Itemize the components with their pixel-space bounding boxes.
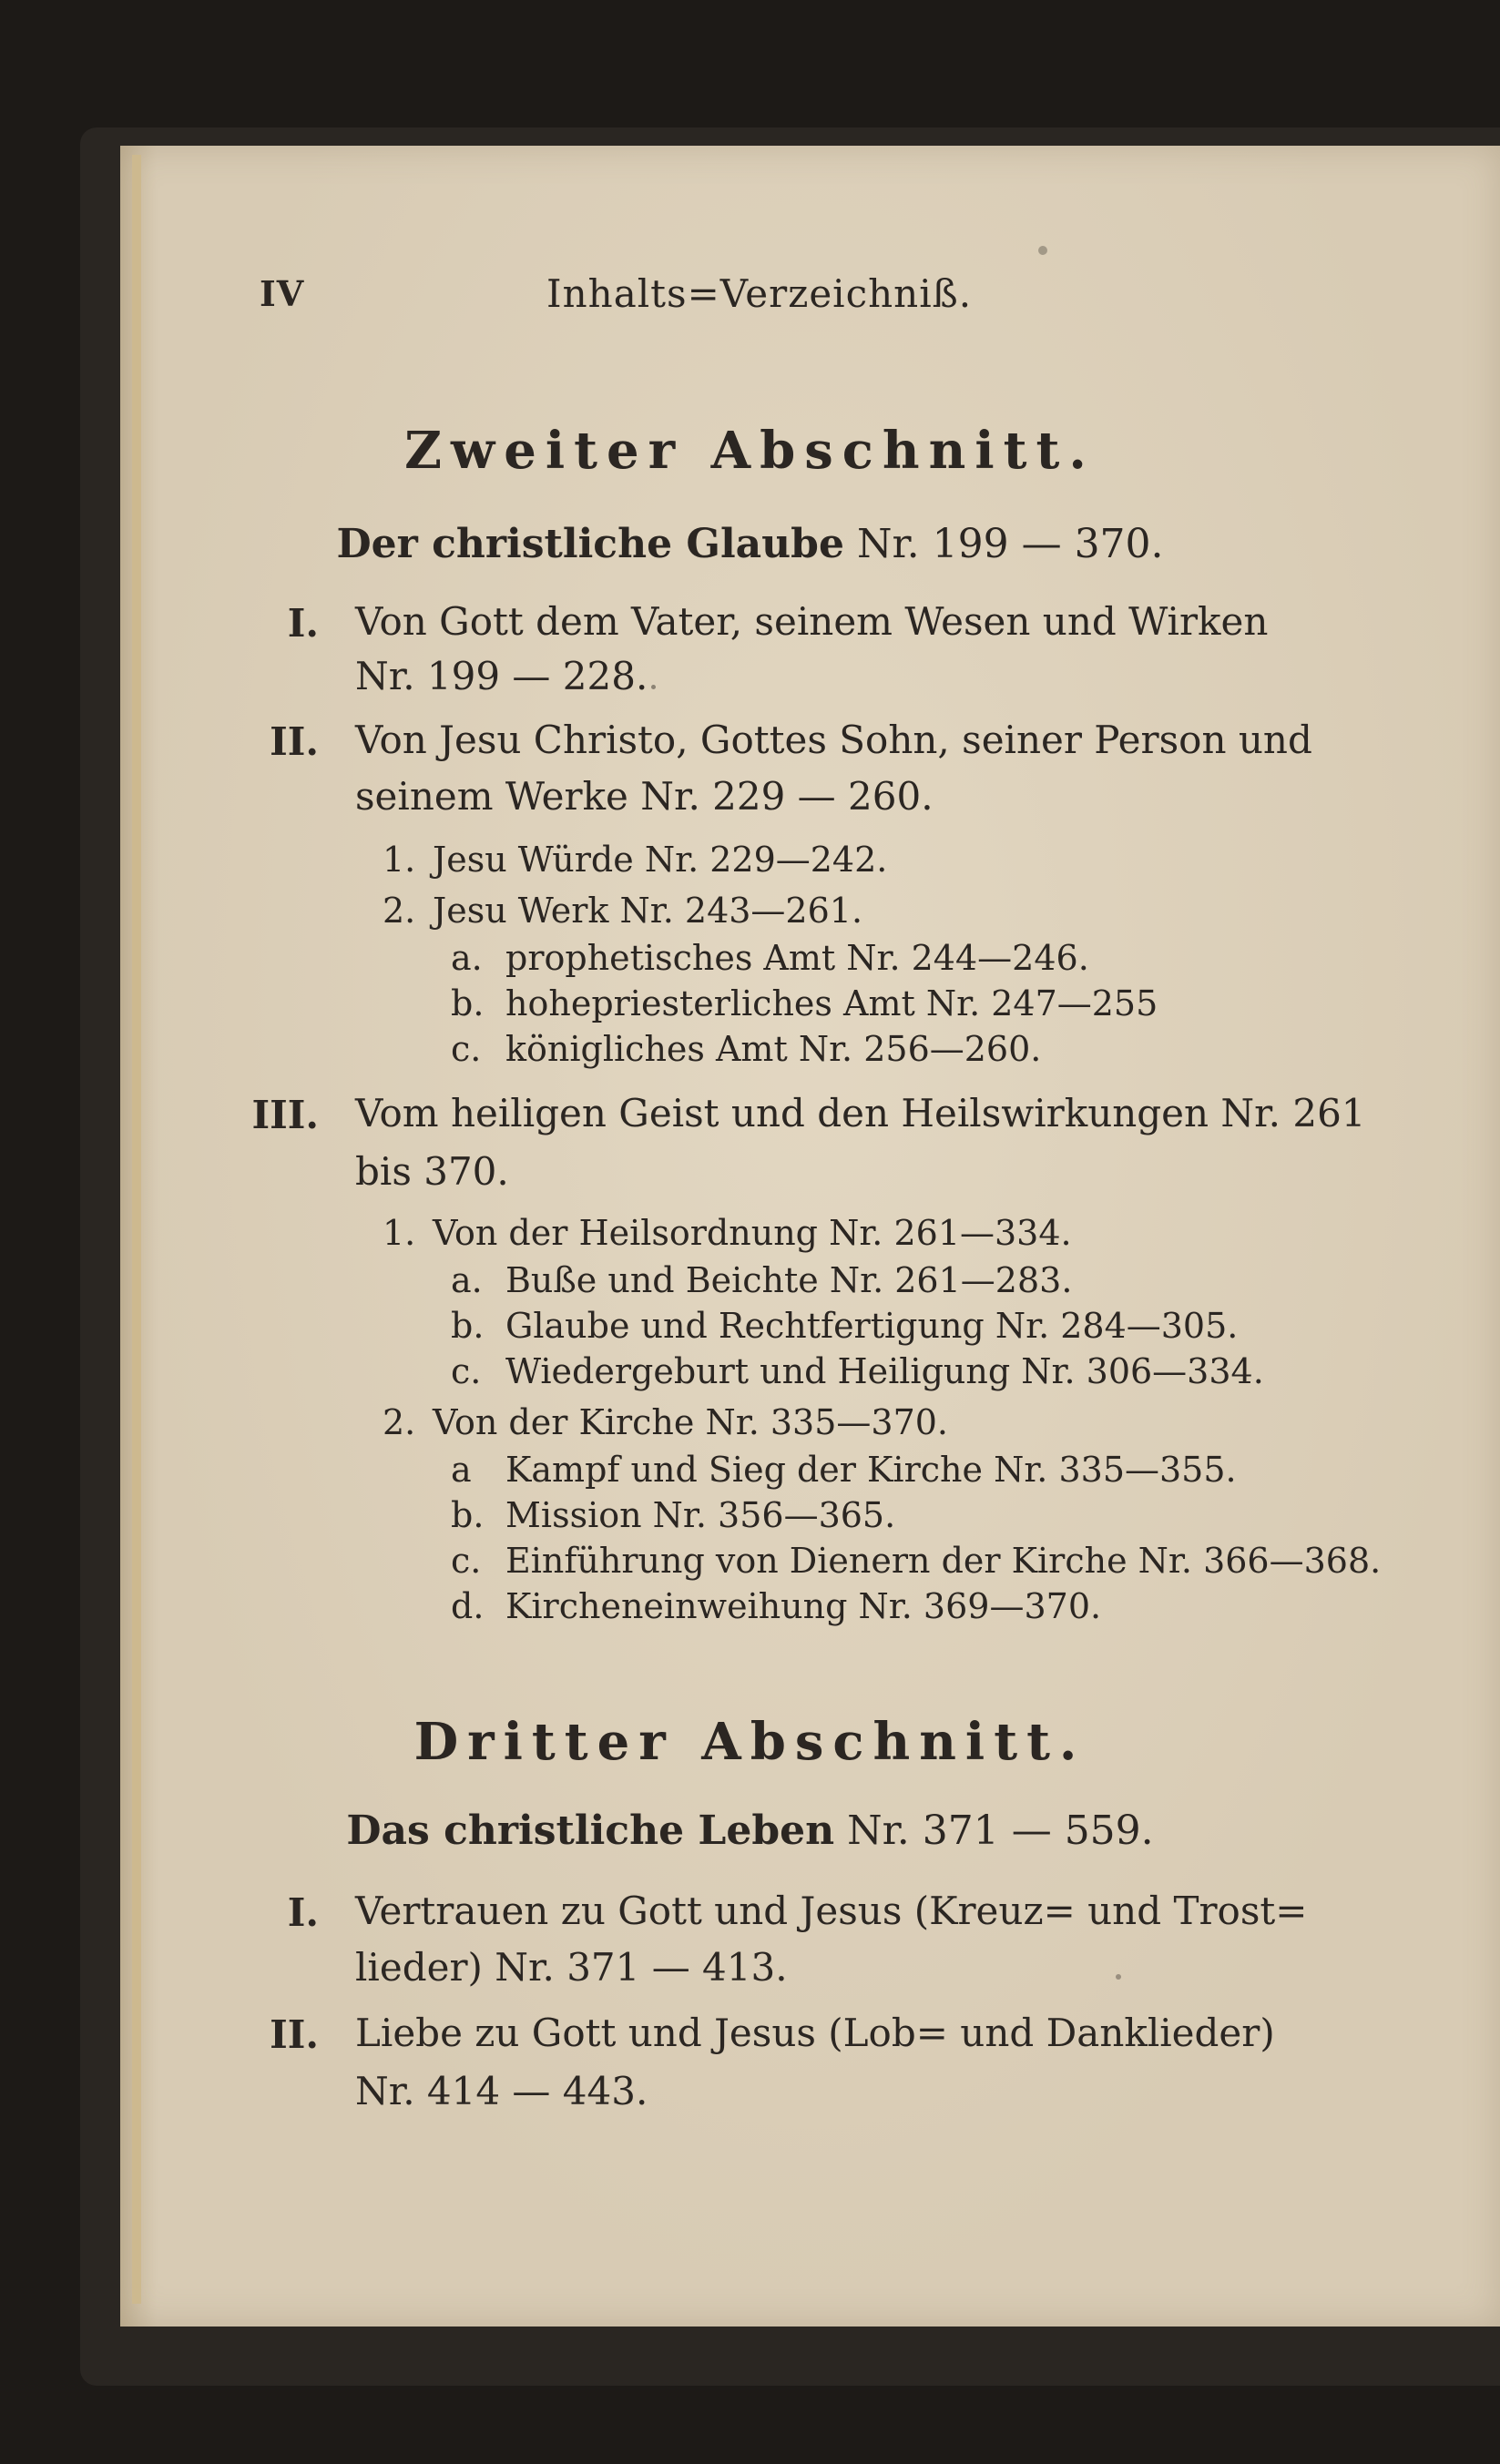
section-subtitle-bold: Das christliche Leben xyxy=(346,1807,835,1854)
part-line: Vom heiligen Geist und den Heilswirkungen Nr. 261 xyxy=(355,1091,1366,1135)
item-number: 1. xyxy=(383,840,416,880)
item-number: 2. xyxy=(383,891,416,931)
subitem-letter: b. xyxy=(451,1306,485,1346)
subitem-text: Kampf und Sieg der Kirche Nr. 335—355. xyxy=(505,1450,1237,1490)
subitem-text: Glaube und Rechtfertigung Nr. 284—305. xyxy=(505,1306,1239,1346)
subitem-text: Kircheneinweihung Nr. 369—370. xyxy=(505,1586,1102,1626)
subitem-text: Einführung von Dienern der Kirche Nr. 366—368. xyxy=(505,1541,1382,1581)
part-line: seinem Werke Nr. 229 — 260. xyxy=(355,774,934,819)
part-roman: II. xyxy=(270,719,319,764)
item-text: Jesu Würde Nr. 229—242. xyxy=(433,840,888,880)
subitem-letter: a xyxy=(451,1450,472,1490)
item-text: Jesu Werk Nr. 243—261. xyxy=(433,891,863,931)
subitem-letter: c. xyxy=(451,1541,482,1581)
paper-speck xyxy=(1116,1974,1121,1980)
subitem-text: prophetisches Amt Nr. 244—246. xyxy=(505,938,1089,978)
subitem-text: Buße und Beichte Nr. 261—283. xyxy=(505,1260,1073,1300)
section-subtitle-bold: Der christliche Glaube xyxy=(336,521,844,567)
item-text: Von der Kirche Nr. 335—370. xyxy=(433,1402,949,1442)
section-subtitle-range: Nr. 199 — 370. xyxy=(856,521,1164,567)
item-number: 1. xyxy=(383,1213,416,1253)
part-roman: I. xyxy=(287,601,319,646)
item-number: 2. xyxy=(383,1402,416,1442)
section-subtitle-dritter xyxy=(0,1807,1500,1854)
part-line: Vertrauen zu Gott und Jesus (Kreuz= und Trost= xyxy=(355,1889,1308,1933)
section-subtitle-range: Nr. 371 — 559. xyxy=(847,1807,1154,1854)
subitem-text: hohepriesterliches Amt Nr. 247—255 xyxy=(505,983,1158,1023)
page-number: IV xyxy=(260,273,305,314)
part-roman: II. xyxy=(270,2012,319,2057)
section-subtitle-zweiter xyxy=(0,521,1500,567)
part-line: lieder) Nr. 371 — 413. xyxy=(355,1945,788,1990)
subitem-text: königliches Amt Nr. 256—260. xyxy=(505,1029,1042,1069)
subitem-letter: c. xyxy=(451,1351,482,1391)
part-line: Nr. 199 — 228. xyxy=(355,654,648,698)
part-line: Von Gott dem Vater, seinem Wesen und Wirken xyxy=(355,599,1269,644)
paper-speck xyxy=(651,685,656,689)
part-line: Liebe zu Gott und Jesus (Lob= und Danklieder) xyxy=(355,2011,1275,2055)
section-title-zweiter: Zweiter Abschnitt. xyxy=(404,421,1096,481)
subitem-letter: d. xyxy=(451,1586,485,1626)
subitem-letter: a. xyxy=(451,938,483,978)
subitem-letter: b. xyxy=(451,983,485,1023)
part-line: Von Jesu Christo, Gottes Sohn, seiner Person und xyxy=(355,718,1312,762)
subitem-letter: c. xyxy=(451,1029,482,1069)
part-roman: I. xyxy=(287,1890,319,1935)
item-text: Von der Heilsordnung Nr. 261—334. xyxy=(433,1213,1072,1253)
subitem-text: Wiedergeburt und Heiligung Nr. 306—334. xyxy=(505,1351,1264,1391)
subitem-letter: a. xyxy=(451,1260,483,1300)
paper-speck xyxy=(1038,246,1047,255)
subitem-letter: b. xyxy=(451,1495,485,1535)
part-line: Nr. 414 — 443. xyxy=(355,2069,648,2113)
section-title-dritter: Dritter Abschnitt. xyxy=(413,1712,1087,1772)
part-line: bis 370. xyxy=(355,1149,509,1194)
running-head: Inhalts=Verzeichniß. xyxy=(546,271,973,316)
subitem-text: Mission Nr. 356—365. xyxy=(505,1495,896,1535)
part-roman: III. xyxy=(251,1093,319,1137)
